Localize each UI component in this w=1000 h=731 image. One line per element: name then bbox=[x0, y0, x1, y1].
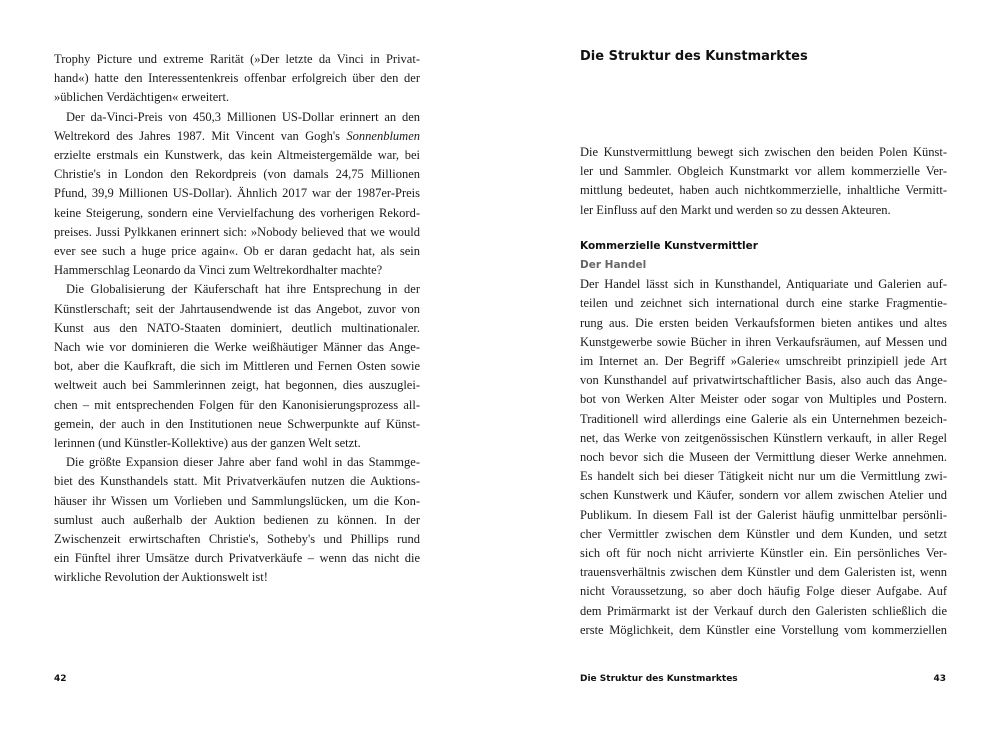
text-line: von Kunsthandel auf privatwirtschaftlicher Basis, also auch das Ange- bbox=[580, 373, 947, 388]
text-line: rung aus. Die ersten beiden Verkaufsformen bieten antikes und altes bbox=[580, 315, 947, 330]
text-line: trauensverhältnis zwischen dem Künstler und dem Galeristen ist, wenn bbox=[580, 565, 947, 580]
right-page-number: 43 bbox=[933, 674, 946, 684]
right-page-body bbox=[580, 143, 947, 640]
chapter-title: Die Struktur des Kunstmarktes bbox=[580, 49, 808, 64]
text-line: nicht Voraussetzung, so aber doch häufig Folge dieser Aufgabe. Auf bbox=[580, 584, 947, 599]
text-line: Trophy Picture und extreme Rarität (»Der letzte da Vinci in Privat- bbox=[54, 52, 420, 66]
text-line: net, das Werke von zeitgenössischen Künstlern verkauft, in aller Regel bbox=[580, 430, 947, 445]
text-line: sumlust auch außerhalb der Auktion bedienen zu können. In der bbox=[54, 512, 420, 527]
paragraph bbox=[54, 453, 420, 587]
text-line: ler Einfluss auf den Markt und werden so zu dessen Akteuren. bbox=[580, 202, 891, 217]
text-line: bot von Werken Alter Meister oder sogar von Multiples und Postern. bbox=[580, 392, 947, 407]
text-line: ever see such a huge price again«. Ob er daran gedacht hat, als sein bbox=[54, 244, 420, 259]
left-page-number: 42 bbox=[54, 674, 67, 684]
text-line: Weltrekord des Jahres 1987. Mit Vincent van Gogh's Sonnenblumen bbox=[54, 128, 420, 143]
text-line: Traditionell wird allerdings eine Galerie als ein Unternehmen bezeich- bbox=[580, 411, 947, 426]
text-line: Nach wie vor dominieren die Werke weißhäutiger Männer das Ange- bbox=[54, 340, 420, 355]
paragraph bbox=[54, 50, 420, 108]
body-paragraph bbox=[580, 275, 947, 640]
text-line: Die Kunstvermittlung bewegt sich zwischen den beiden Polen Künst- bbox=[580, 145, 947, 159]
text-line: schen Kunstwerk und Käufer, sondern vor allem zwischen Atelier und bbox=[580, 488, 947, 503]
text-line: mittlung bedeutet, haben auch nichtkommerzielle, inhaltliche Vermitt- bbox=[580, 183, 947, 198]
text-line: erste Möglichkeit, dem Künstler eine Vorstellung vom kommerziellen bbox=[580, 622, 947, 637]
section-heading: Kommerzielle Kunstvermittler bbox=[580, 239, 758, 252]
text-line: noch bevor sich die Museen der Vermittlung dieser Werke annehmen. bbox=[580, 450, 947, 465]
text-line: lerinnen (und Künstler-Kollektive) aus der ganzen Welt setzt. bbox=[54, 436, 361, 451]
text-line: Christie's in London den Rekordpreis (von damals 24,75 Millionen bbox=[54, 167, 420, 182]
paragraph bbox=[54, 280, 420, 453]
text-line: chen – mit entsprechenden Folgen für den Kanonisierungsprozess all- bbox=[54, 397, 420, 412]
text-line: Hammerschlag Leonardo da Vinci zum Weltrekordhalter machte? bbox=[54, 263, 383, 278]
text-line: cher Vermittler zwischen dem Künstler und dem Kunden, und setzt bbox=[580, 526, 947, 541]
intro-paragraph bbox=[580, 143, 947, 220]
left-page-body bbox=[54, 50, 420, 588]
text-line: bot, aber die Kaufkraft, die sich im Mittleren und Fernen Osten sowie bbox=[54, 359, 420, 374]
text-line: Zwischenzeit erwirtschaften Christie's, Sotheby's und Phillips rund bbox=[54, 532, 420, 547]
text-line: dem Primärmarkt ist der Verkauf durch den Galeristen schließlich die bbox=[580, 603, 947, 618]
text-line: Die größte Expansion dieser Jahre aber fand wohl in das Stammge- bbox=[66, 455, 420, 470]
running-head: Die Struktur des Kunstmarktes bbox=[580, 674, 738, 684]
text-line: ler und Sammler. Obgleich Kunstmarkt vor allem kommerzielle Ver- bbox=[580, 164, 947, 179]
text-line: Kunst aus den NATO-Staaten dominiert, deutlich multinationaler. bbox=[54, 320, 420, 335]
text-line: keine Steigerung, sondern eine Vervielfachung des vorherigen Rekord- bbox=[54, 205, 420, 220]
text-line: biet des Kunsthandels statt. Mit Privatverkäufen nutzen die Auktions- bbox=[54, 474, 420, 489]
right-page bbox=[500, 0, 1000, 731]
text-line: sich oft für noch nicht arrivierte Künstler ein. Ein persönliches Ver- bbox=[580, 546, 947, 561]
text-line: Die Globalisierung der Käuferschaft hat ihre Entsprechung in der bbox=[66, 282, 420, 297]
text-line: im Internet an. Der Begriff »Galerie« umschreibt prinzipiell jede Art bbox=[580, 354, 947, 369]
text-line: hand«) hatte den Interessentenkreis offenbar erfolgreich über den der bbox=[54, 71, 420, 86]
text-line: Pfund, 39,9 Millionen US-Dollar). Ähnlich 2017 war der 1987er-Preis bbox=[54, 186, 420, 201]
text-line: wirkliche Revolution der Auktionswelt ist! bbox=[54, 570, 268, 585]
text-line: häuser ihr Wissen um Vorlieben und Sammlungslücken, um die Kon- bbox=[54, 493, 420, 508]
text-line: teilen und zeichnet sich international durch eine starke Fragmentie- bbox=[580, 296, 947, 311]
text-line: gemein, der auch in den Institutionen neue Schwerpunkte auf Künst- bbox=[54, 416, 420, 431]
text-line: Der Handel lässt sich in Kunsthandel, Antiquariate und Galerien auf- bbox=[580, 277, 947, 292]
text-line: Publikum. In diesem Fall ist der Galerist häufig unmittelbar persönli- bbox=[580, 507, 947, 522]
text-line: Der da-Vinci-Preis von 450,3 Millionen US-Dollar erinnert an den bbox=[66, 109, 420, 124]
text-line: Künstlerschaft; seit der Jahrtausendwende ist das Angebot, zuvor von bbox=[54, 301, 420, 316]
subsection-heading: Der Handel bbox=[580, 259, 647, 272]
paragraph bbox=[54, 108, 420, 281]
artwork-title: Sonnenblumen bbox=[346, 128, 420, 143]
text-line: preises. Jussi Pylkkanen erinnert sich: »Nobody believed that we would bbox=[54, 224, 420, 239]
text-line: ein Fünftel ihrer Umsätze durch Privatverkäufe – wenn das nicht die bbox=[54, 551, 420, 566]
text-line: Es handelt sich bei dieser Tätigkeit nicht nur um die Vermittlung zwi- bbox=[580, 469, 947, 484]
text-line: weltweit auch bei Sammlerinnen zeigt, hat begonnen, dies auszuglei- bbox=[54, 378, 420, 393]
text-line: erzielte erstmals ein Kunstwerk, das kein Altmeistergemälde war, bei bbox=[54, 148, 420, 163]
text-line: »üblichen Verdächtigen« erweitert. bbox=[54, 90, 230, 105]
text-line: Kunstgewerbe sowie Bücher in ihren Verkaufsräumen, auf Messen und bbox=[580, 334, 947, 349]
